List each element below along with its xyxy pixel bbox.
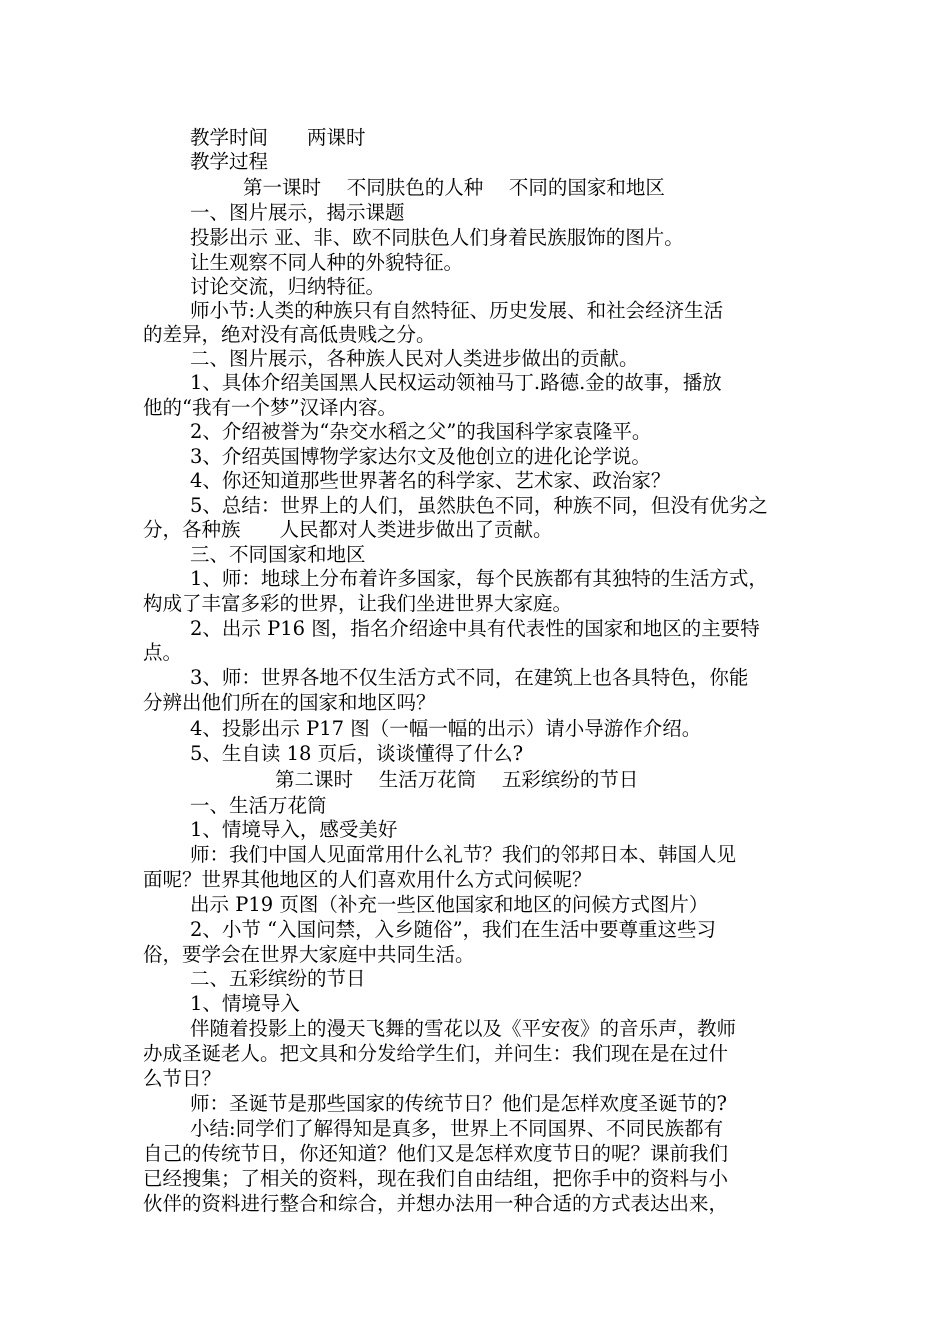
text-line: 俗，要学会在世界大家庭中共同生活。 (143, 943, 475, 966)
text-line: 投影出示 亚、非、欧不同肤色人们身着民族服饰的图片。 (190, 226, 684, 249)
text-line: 1、师：地球上分布着许多国家，每个民族都有其独特的生活方式， (190, 567, 768, 590)
text-line: 师：圣诞节是那些国家的传统节日？他们是怎样欢度圣诞节的? (190, 1092, 727, 1115)
text-line: 出示 P19 页图（补充一些区他国家和地区的问候方式图片） (190, 893, 709, 916)
text-line: 一、图片展示，揭示课题 (190, 201, 405, 224)
text-line: 5、生自读 18 页后，谈谈懂得了什么? (190, 742, 524, 765)
text-line: 师小节:人类的种族只有自然特征、历史发展、和社会经济生活 (190, 299, 724, 322)
text-line: 2、出示 P16 图，指名介绍途中具有代表性的国家和地区的主要特 (190, 617, 760, 640)
text-line: 3、师：世界各地不仅生活方式不同，在建筑上也各具特色，你能 (190, 666, 749, 689)
text-line: 分，各种族 人民都对人类进步做出了贡献。 (143, 518, 553, 541)
text-line: 办成圣诞老人。把文具和分发给学生们，并问生：我们现在是在过什 (143, 1042, 729, 1065)
text-line: 2、小节 “入国问禁，入乡随俗”，我们在生活中要尊重这些习 (190, 918, 717, 941)
text-line: 分辨出他们所在的国家和地区吗？ (143, 691, 436, 714)
text-line: 么节日？ (143, 1067, 222, 1090)
text-line: 已经搜集；了相关的资料，现在我们自由结组，把你手中的资料与小 (143, 1167, 729, 1190)
text-line: 伙伴的资料进行整合和综合，并想办法用一种合适的方式表达出来， (143, 1192, 729, 1215)
text-line: 4、你还知道那些世界著名的科学家、艺术家、政治家？ (190, 469, 671, 492)
section-heading: 第二课时 生活万花筒 五彩缤纷的节日 (275, 768, 639, 791)
text-line: 伴随着投影上的漫天飞舞的雪花以及《平安夜》的音乐声，教师 (190, 1017, 737, 1040)
text-line: 面呢？世界其他地区的人们喜欢用什么方式问候呢？ (143, 868, 592, 891)
text-line: 1、情境导入 (190, 992, 300, 1015)
text-line: 构成了丰富多彩的世界，让我们坐进世界大家庭。 (143, 592, 573, 615)
text-line: 讨论交流，归纳特征。 (190, 275, 386, 298)
text-line: 点。 (143, 641, 183, 664)
text-line: 一、生活万花筒 (190, 794, 327, 817)
section-heading: 第一课时 不同肤色的人种 不同的国家和地区 (243, 176, 665, 199)
text-line: 2、介绍被誉为“杂交水稻之父”的我国科学家袁隆平。 (190, 420, 652, 443)
text-line: 二、五彩缤纷的节日 (190, 967, 366, 990)
text-line: 让生观察不同人种的外貌特征。 (190, 251, 464, 274)
text-line: 5、总结：世界上的人们，虽然肤色不同，种族不同，但没有优劣之 (190, 494, 768, 517)
text-line: 师：我们中国人见面常用什么礼节？我们的邻邦日本、韩国人见 (190, 843, 737, 866)
text-line: 教学时间 两课时 (190, 126, 366, 149)
text-line: 3、介绍英国博物学家达尔文及他创立的进化论学说。 (190, 445, 651, 468)
text-line: 1、情境导入，感受美好 (190, 818, 398, 841)
text-line: 的差异，绝对没有高低贵贱之分。 (143, 323, 436, 346)
text-line: 4、投影出示 P17 图（一幅一幅的出示）请小导游作介绍。 (190, 717, 702, 740)
text-line: 1、具体介绍美国黑人民权运动领袖马丁.路德.金的故事，播放 (190, 371, 722, 394)
text-line: 自己的传统节日，你还知道？他们又是怎样欢度节日的呢？课前我们 (143, 1142, 729, 1165)
text-line: 他的“我有一个梦”汉译内容。 (143, 396, 397, 419)
text-line: 教学过程 (190, 150, 269, 173)
text-line: 小结:同学们了解得知是真多，世界上不同国界、不同民族都有 (190, 1117, 724, 1140)
text-line: 二、图片展示，各种族人民对人类进步做出的贡献。 (190, 347, 639, 370)
text-line: 三、不同国家和地区 (190, 543, 366, 566)
